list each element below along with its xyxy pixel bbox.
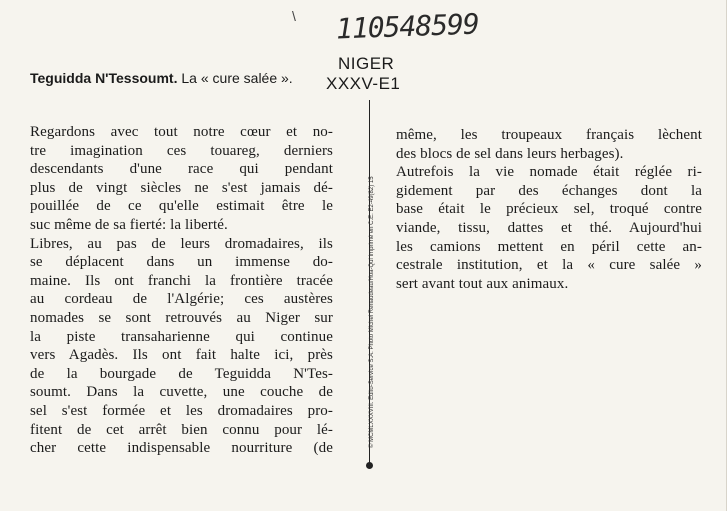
text-line: sel s'est formée et les dromadaires pro- — [30, 402, 333, 419]
text-line: Regardons avec tout notre cœur et no- — [30, 124, 333, 140]
handwritten-number: 110548599 — [335, 7, 480, 46]
text-line: au cordeau de l'Algérie; ces austères — [30, 291, 333, 308]
text-line: base était le précieux sel, troqué contre — [396, 201, 702, 218]
left-text-column — [30, 123, 333, 458]
text-line: maine. Ils ont franchi la frontière tracée — [30, 272, 333, 289]
text-line: cestrale institution, et la « cure salée » — [396, 257, 702, 274]
text-line: des blocs de sel dans leurs herbages). — [396, 145, 624, 162]
caption-rest: La « cure salée ». — [177, 70, 293, 86]
text-line: nomades se sont retrouvés au Niger sur — [30, 309, 333, 326]
text-line: les camions mettent en péril cette an- — [396, 238, 702, 255]
text-line: pouillée de ce qu'elle estimait être le — [30, 198, 333, 215]
text-line: la piste transaharienne qui continue — [30, 328, 333, 345]
text-line: fitent de cet arrêt bien connu pour lé- — [30, 421, 333, 438]
country-label: NIGER — [338, 54, 395, 73]
text-line: tre imagination ces touareg, derniers — [30, 142, 333, 159]
divider-dot — [366, 462, 373, 469]
text-line: soumt. Dans la cuvette, une couche de — [30, 384, 333, 401]
text-line: descendants d'une race qui pendant — [30, 161, 333, 178]
text-line: viande, tissu, dattes et thé. Aujourd'hui — [396, 219, 702, 236]
text-line: suc même de sa fierté: la liberté. — [30, 216, 228, 233]
printer-credit: © MCMLXXXVIII. Edito-Service S.A. Photo Michel Renaudeau/Hoa-Qui Imprimé en C.E. E2-49(82) 15 — [369, 176, 375, 448]
text-line: de la bourgade de Teguidda N'Tes- — [30, 365, 333, 382]
text-line: plus de vingt siècles ne s'est jamais dé- — [30, 179, 333, 196]
photo-caption — [30, 70, 300, 86]
text-line: se déplacent dans un immense do- — [30, 254, 333, 271]
pencil-tick-mark: \ — [292, 8, 296, 24]
text-line: Libres, au pas de leurs dromadaires, ils — [30, 235, 333, 252]
caption-title: Teguidda N'Tessoumt. — [30, 70, 178, 86]
reference-code: XXXV-E1 — [326, 74, 401, 93]
text-line: gidement par des échanges dont la — [396, 182, 702, 199]
text-line: Autrefois la vie nomade était réglée ri- — [396, 164, 702, 181]
text-line: sert avant tout aux animaux. — [396, 275, 569, 292]
text-line: cher cette indispensable nourriture (de — [30, 440, 333, 457]
text-line: même, les troupeaux français lèchent — [396, 127, 702, 143]
right-text-column — [396, 126, 702, 293]
text-line: vers Agadès. Ils ont fait halte ici, près — [30, 347, 333, 364]
